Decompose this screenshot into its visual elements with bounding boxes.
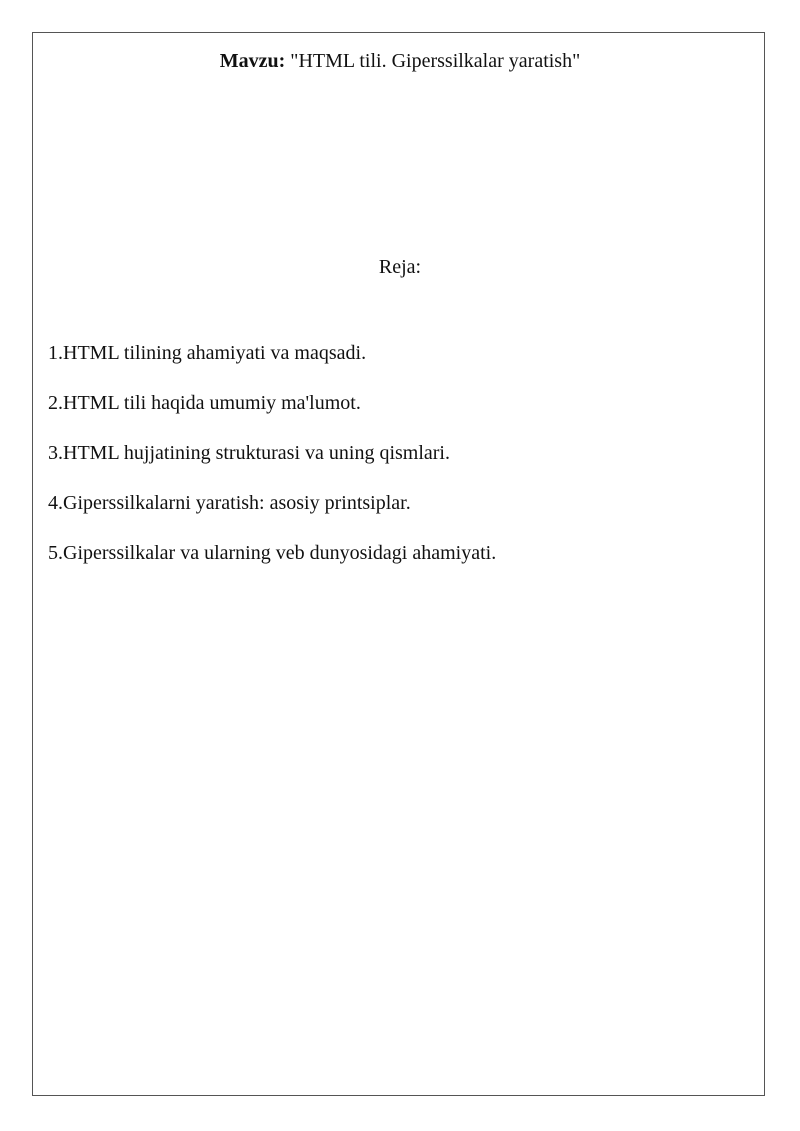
plan-item: 1.HTML tilining ahamiyati va maqsadi. — [48, 342, 367, 364]
plan-heading: Reja: — [378, 256, 422, 278]
topic-text: "HTML tili. Giperssilkalar yaratish" — [290, 50, 581, 72]
plan-item: 5.Giperssilkalar va ularning veb dunyosidagi ahamiyati. — [48, 542, 497, 564]
plan-item: 4.Giperssilkalarni yaratish: asosiy printsiplar. — [48, 492, 411, 514]
plan-item: 2.HTML tili haqida umumiy ma'lumot. — [48, 392, 361, 414]
topic-title — [0, 48, 800, 74]
topic-label: Mavzu: — [219, 50, 286, 72]
plan-item: 3.HTML hujjatining strukturasi va uning qismlari. — [48, 442, 450, 464]
plan-list — [48, 340, 496, 590]
